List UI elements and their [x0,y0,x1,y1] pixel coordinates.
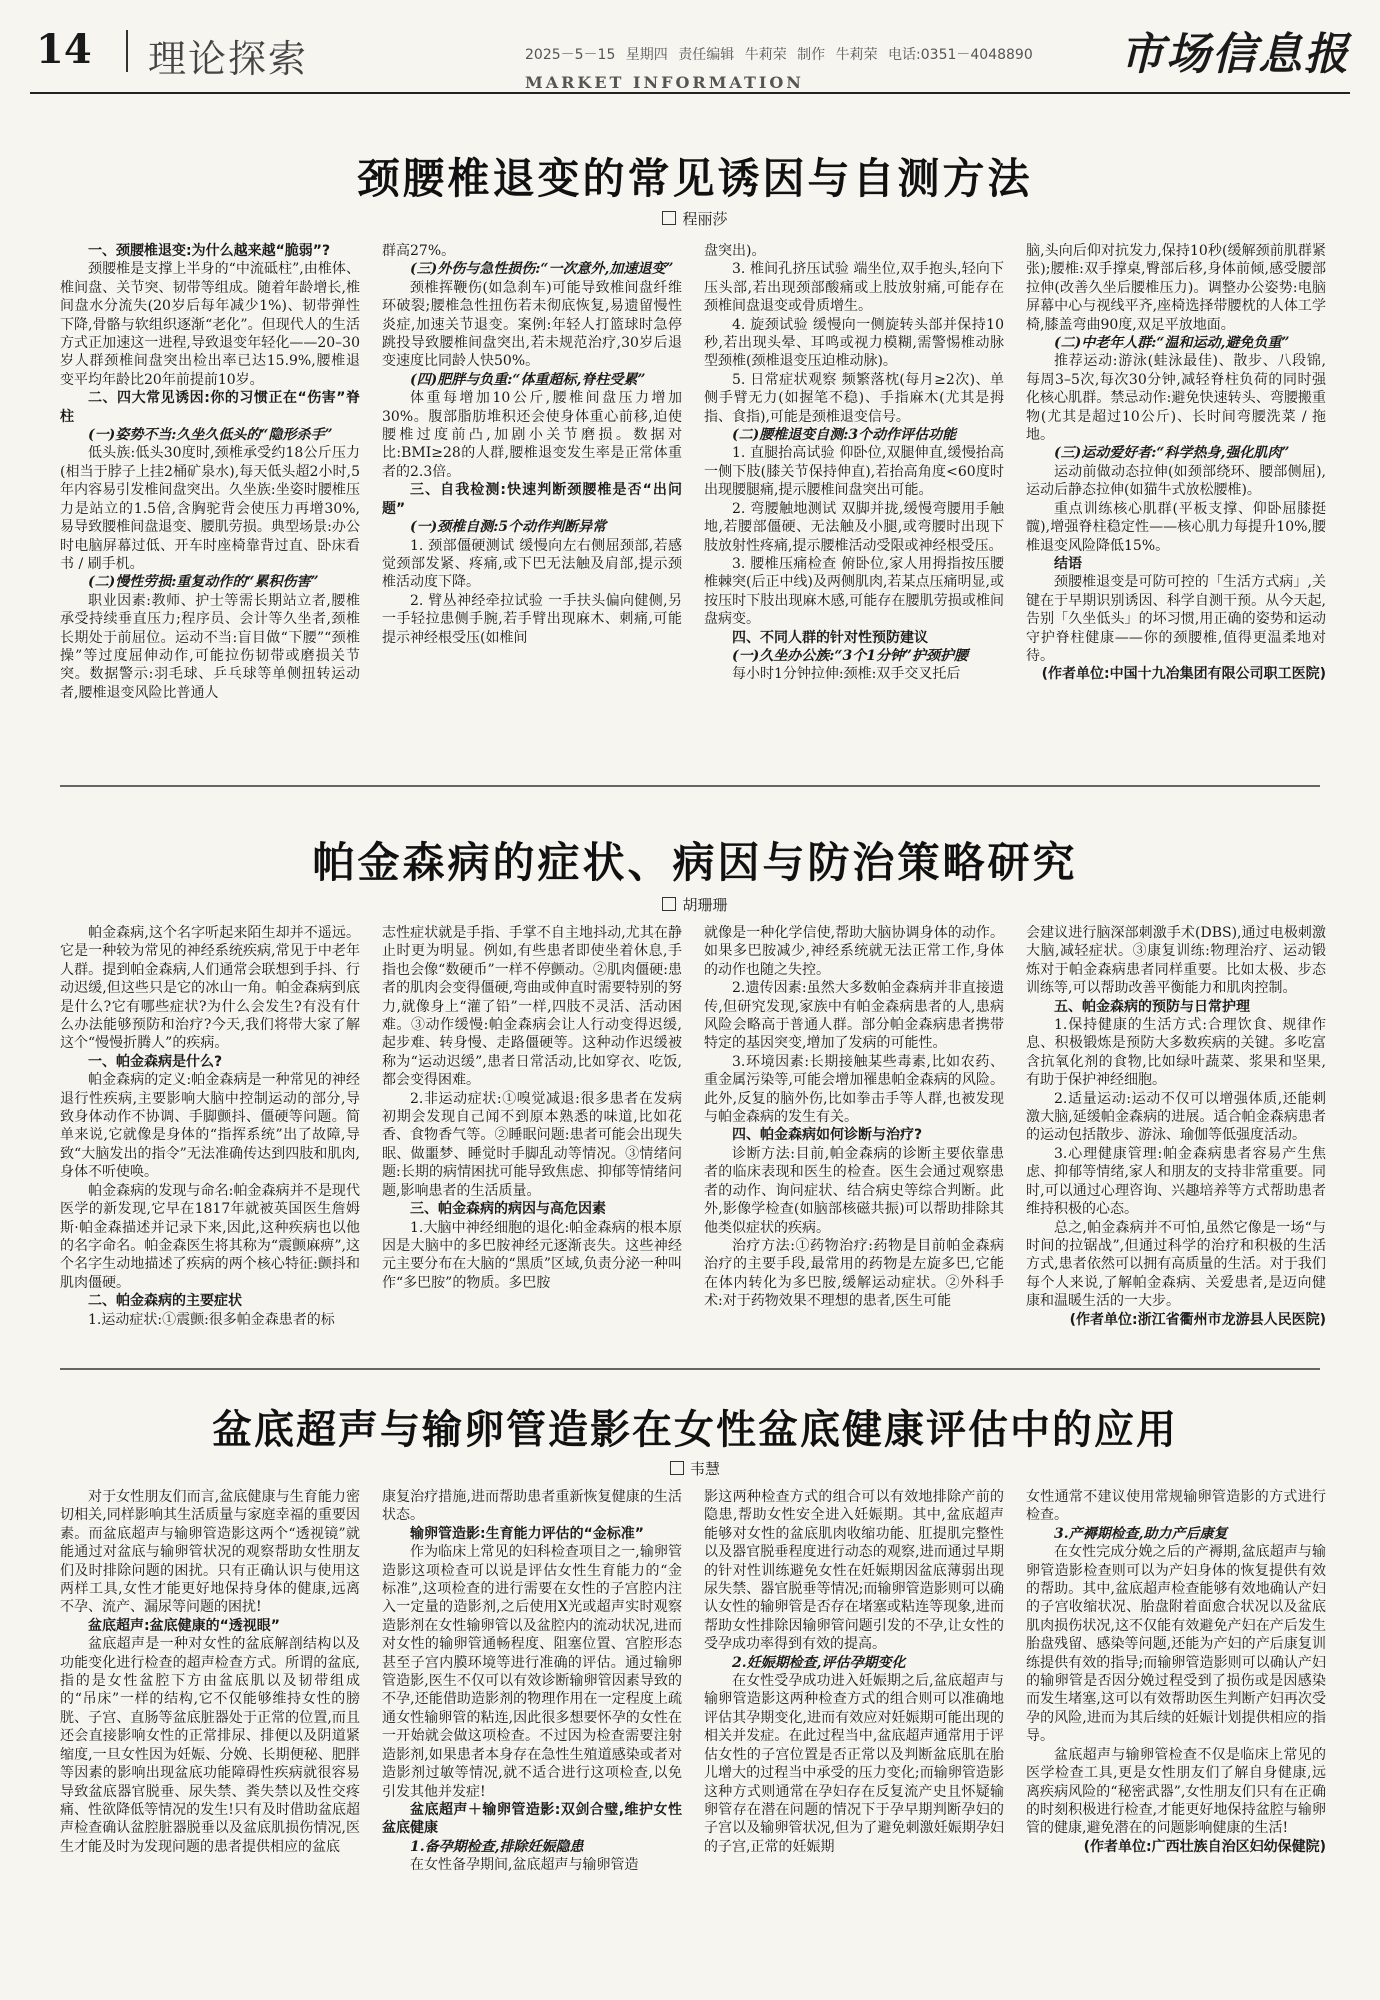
article-spine [60,132,1360,772]
subheading: 3.产褥期检查,助力产后康复 [1054,1525,1228,1542]
subheading: (四)肥胖与负重:“体重超标,脊柱受累” [410,371,646,388]
paragraph: 脑,头向后仰对抗发力,保持10秒(缓解颈前肌群紧张);腰椎:双手撑桌,臀部后移,身体前倾,感受腰部拉伸(改善久坐后腰椎压力)。调整办公姿势:电脑屏幕中心与视线平齐,座椅选择带腰枕的人体工学椅,膝盖弯曲90度,双足平放地面。 [1026,243,1326,333]
article-parkinson [60,800,1360,1355]
byline [60,1458,1330,1479]
paragraph: 3. 腰椎压痛检查 俯卧位,家人用拇指按压腰椎棘突(后正中线)及两侧肌肉,若某点压痛明显,或按压时下肢出现麻木感,可能存在腰肌劳损或椎间盘病变。 [704,555,1004,628]
article-column [704,924,1004,1344]
paragraph: 帕金森病的定义:帕金森病是一种常见的神经退行性疾病,主要影响大脑中控制运动的部分,导致身体动作不协调、手脚颤抖、僵硬等问题。简单来说,它就像是身体的“指挥系统”出了故障,导致“大脑发出的指令”无法准确传达到四肢和肌肉,身体不听使唤。 [60,1072,360,1181]
section-heading: 一、颈腰椎退变:为什么越来越“脆弱”? [88,243,331,259]
subheading: (三)运动爱好者:“科学热身,强化肌肉” [1054,445,1290,462]
paragraph: 体重每增加10公斤,腰椎间盘压力增加30%。腹部脂肪堆积还会使身体重心前移,迫使腰椎过度前凸,加剧小关节磨损。数据对比:BMI≥28的人群,腰椎退变发生率是正常体重者的2.3倍。 [382,390,682,480]
paragraph: 总之,帕金森病并不可怕,虽然它像是一场“与时间的拉锯战”,但通过科学的治疗和积极的生活方式,患者依然可以拥有高质量的生活。对于我们每个人来说,了解帕金森病、关爱患者,是迈向健康和温暖生活的一大步。 [1026,1219,1326,1310]
article-title: 帕金森病的症状、病因与防治策略研究 [312,838,1078,887]
article-column [382,1488,682,1992]
paragraph: 3.心理健康管理:帕金森病患者容易产生焦虑、抑郁等情绪,家人和朋友的支持非常重要。同时,可以通过心理咨询、兴趣培养等方式帮助患者维持积极的心态。 [1026,1145,1326,1218]
paragraph: 在女性完成分娩之后的产褥期,盆底超声与输卵管造影检查则可以为产妇身体的恢复提供有效的帮助。其中,盆底超声检查能够有效地确认产妇的子宫收缩状况、胎盘附着面愈合状况以及盆底肌肉损伤状况,这不仅能有效避免产妇在产后发生胎盘残留、感染等问题,还能为产妇的产后康复训练提供有效的指导;而输卵管造影则可以确认产妇的输卵管是否因分娩过程受到了损伤或是因感染而发生堵塞,这可以有效帮助医生判断产妇再次受孕的风险,进而为其后续的妊娠计划提供相应的指导。 [1026,1544,1326,1745]
paragraph: 2. 臂丛神经牵拉试验 一手扶头偏向健侧,另一手轻拉患侧手腕,若手臂出现麻木、刺痛,可能提示神经根受压(如椎间 [382,592,682,646]
paragraph: 2. 弯腰触地测试 双脚并拢,缓慢弯腰用手触地,若腰部僵硬、无法触及小腿,或弯腰时出现下肢放射性疼痛,提示腰椎活动受限或神经根受压。 [704,500,1004,554]
article-column [1026,242,1326,770]
section-heading: 盆底超声:盆底健康的“透视眼” [88,1617,281,1634]
section-heading: 四、不同人群的针对性预防建议 [732,629,928,646]
paragraph: 1.保持健康的生活方式:合理饮食、规律作息、积极锻炼是预防大多数疾病的关键。多吃富含抗氧化剂的食物,比如绿叶蔬菜、浆果和坚果,有助于保护神经细胞。 [1026,1017,1326,1089]
paragraph: 3.环境因素:长期接触某些毒素,比如农药、重金属污染等,可能会增加罹患帕金森病的风险。此外,反复的脑外伤,比如拳击手等人群,也被发现与帕金森病的发生有关。 [704,1053,1004,1126]
page-number: 14 [36,26,92,73]
author: 韦慧 [689,1460,720,1478]
paragraph: 盘突出)。 [704,243,766,259]
paragraph: 作为临床上常见的妇科检查项目之一,输卵管造影这项检查可以说是评估女性生育能力的“金标准”,这项检查的进行需要在女性的子宫腔内注入一定量的造影剂,之后使用X光或超声实时观察造影剂在女性输卵管以及盆腔内的流动状况,进而对女性的输卵管通畅程度、阻塞位置、宫腔形态甚至子宫内膜环境等进行准确的评估。通过输卵管造影,医生不仅可以有效诊断输卵管因素导致的不孕,还能借助造影剂的物理作用在一定程度上疏通女性输卵管的粘连,因此很多想要怀孕的女性在一开始就会做这项检查。不过因为检查需要注射造影剂,如果患者本身存在急性生殖道感染或者对造影剂过敏等情况,就不适合进行这项检查,以免引发其他并发症! [382,1544,682,1800]
article-column [704,1488,1004,1992]
article-separator [60,785,1320,787]
paragraph: 颈腰椎是支撑上半身的“中流砥柱”,由椎体、椎间盘、关节突、韧带等组成。随着年龄增长,椎间盘水分流失(20岁后每年减少1%)、韧带弹性下降,骨骼与软组织逐渐“老化”。但现代人的生活方式正加速这一进程,导致退变年轻化——20–30岁人群颈椎间盘突出检出率已达15.9%,腰椎退变平均年龄比20年前提前10岁。 [60,261,360,388]
masthead [30,18,1360,94]
paragraph: 就像是一种化学信使,帮助大脑协调身体的动作。如果多巴胺减少,神经系统就无法正常工作,身体的动作也随之失控。 [704,925,1004,978]
paragraph: 1.大脑中神经细胞的退化:帕金森病的根本原因是大脑中的多巴胺神经元逐渐丧失。这些神经元主要分布在大脑的“黑质”区域,负责分泌一种叫作“多巴胺”的物质。多巴胺 [382,1219,682,1291]
subheading: (二)中老年人群:“温和运动,避免负重” [1054,335,1290,352]
paragraph: 2.适量运动:运动不仅可以增强体质,还能刺激大脑,延缓帕金森病的进展。适合帕金森病患者的运动包括散步、游泳、瑜伽等低强度活动。 [1026,1090,1326,1144]
subheading: 2.妊娠期检查,评估孕期变化 [732,1654,906,1671]
article-column [704,242,1004,770]
article-title: 颈腰椎退变的常见诱因与自测方法 [357,154,1033,203]
paragraph: 康复治疗措施,进而帮助患者重新恢复健康的生活状态。 [382,1489,682,1524]
paragraph: 志性症状就是手指、手掌不自主地抖动,尤其在静止时更为明显。例如,有些患者即使坐着休息,手指也会像“数硬币”一样不停颤动。②肌肉僵硬:患者的肌肉会变得僵硬,弯曲或伸直时需要特别的努力,就像身上“灌了铅”一样,四肢不灵活、活动困难。③动作缓慢:帕金森病会让人行动变得迟缓,起步难、转身慢、走路僵硬等。这种动作迟缓被称为“运动迟缓”,患者日常活动,比如穿衣、吃饭,都会变得困难。 [382,925,682,1089]
section-heading: 盆底超声＋输卵管造影:双剑合璧,维护女性盆底健康 [382,1801,682,1837]
subheading: (一)久坐办公族:“3个1分钟”护颈护腰 [732,647,969,664]
subheading: (二)慢性劳损:重复动作的“累积伤害” [88,574,319,591]
subheading: 1.备孕期检查,排除妊娠隐患 [410,1838,584,1855]
section-heading: 输卵管造影:生育能力评估的“金标准” [410,1525,645,1542]
paragraph: 盆底超声是一种对女性的盆底解剖结构以及功能变化进行检查的超声检查方式。所谓的盆底,指的是女性盆腔下方由盆底肌以及韧带组成的“吊床”一样的结构,它不仅能够维持女性的膀胱、子宫、直肠等盆底脏器处于正常的位置,而且还会直接影响女性的正常排尿、排便以及阴道紧缩度,一旦女性因为妊娠、分娩、长期便秘、肥胖等因素的影响出现盆底功能障碍性疾病就很容易导致盆底器官脱垂、尿失禁、粪失禁以及性交疼痛、性欲降低等情况的发生!只有及时借助盆底超声检查确认盆腔脏器脱垂以及盆底肌损伤情况,医生才能及时为发现问题的患者提供相应的盆底 [60,1636,360,1855]
paragraph: 对于女性朋友们而言,盆底健康与生育能力密切相关,同样影响其生活质量与家庭幸福的重要因素。而盆底超声与输卵管造影这两个“透视镜”就能通过对盆底与输卵管状况的观察帮助女性朋友们及时排除问题的困扰。只有正确认识与使用这两样工具,女性才能更好地保持身体的健康,远离不孕、流产、漏尿等问题的困扰! [60,1489,360,1616]
section-heading: 二、四大常见诱因:你的习惯正在“伤害”脊柱 [60,390,360,425]
section-heading: 二、帕金森病的主要症状 [88,1293,242,1310]
paragraph: 2.非运动症状:①嗅觉减退:很多患者在发病初期会发现自己闻不到原本熟悉的味道,比如花香、食物香气等。②睡眠问题:患者可能会出现失眠、做噩梦、睡觉时手脚乱动等情况。③情绪问题:长期的病情困扰可能导致焦虑、抑郁等情绪问题,影响患者的生活质量。 [382,1090,682,1199]
byline [60,208,1330,229]
paragraph: 1. 颈部僵硬测试 缓慢向左右侧屈颈部,若感觉颈部发紧、疼痛,或下巴无法触及肩部,提示颈椎活动度下降。 [382,537,682,591]
newspaper-logo: 市场信息报 [1120,29,1350,80]
subheading: (一)姿势不当:久坐久低头的“隐形杀手” [88,427,333,444]
section-heading: 一、帕金森病是什么? [88,1053,223,1070]
article-column [382,242,682,770]
paragraph: 在女性受孕成功进入妊娠期之后,盆底超声与输卵管造影这两种检查方式的组合则可以准确地评估其孕期变化,进而有效应对妊娠期可能出现的相关并发症。在此过程当中,盆底超声通常用于评估女性的子宫位置是否正常以及判断盆底肌在胎儿增大的过程当中承受的压力变化;而输卵管造影这种方式则通常在孕妇存在反复流产史且怀疑输卵管存在潜在问题的情况下于孕早期判断孕妇的子宫以及输卵管状况,但为了避免刺激妊娠期孕妇的子宫,正常的妊娠期 [704,1673,1004,1855]
section-heading: 三、自我检测:快速判断颈腰椎是否“出问题” [382,482,682,517]
paragraph: 帕金森病,这个名字听起来陌生却并不遥远。它是一种较为常见的神经系统疾病,常见于中老年人群。提到帕金森病,人们通常会联想到手抖、行动迟缓,但这些只是它的冰山一角。帕金森病到底是什么?它有哪些症状?为什么会发生?有没有什么办法能够预防和治疗?今天,我们将带大家了解这个“慢慢折腾人”的疾病。 [60,925,360,1052]
author-affiliation: (作者单位:中国十九冶集团有限公司职工医院) [1041,666,1326,683]
paragraph: 治疗方法:①药物治疗:药物是目前帕金森病治疗的主要手段,最常用的药物是左旋多巴,它能在体内转化为多巴胺,缓解运动症状。②外科手术:对于药物效果不理想的患者,医生可能 [704,1237,1004,1310]
subheading: (二)腰椎退变自测:3个动作评估功能 [732,427,957,444]
paragraph: 会建议进行脑深部刺激手术(DBS),通过电极刺激大脑,减轻症状。③康复训练:物理治疗、运动锻炼对于帕金森病患者同样重要。比如太极、步态训练等,可以帮助改善平衡能力和肌肉控制。 [1026,925,1326,997]
paragraph: 4. 旋颈试验 缓慢向一侧旋转头部并保持10秒,若出现头晕、耳鸣或视力模糊,需警惕椎动脉型颈椎(颈椎退变压迫椎动脉)。 [704,316,1004,370]
paragraph: 3. 椎间孔挤压试验 端坐位,双手抱头,轻向下压头部,若出现颈部酸痛或上肢放射痛,可能存在颈椎间盘退变或骨质增生。 [704,261,1004,315]
paragraph: 推荐运动:游泳(蛙泳最佳)、散步、八段锦,每周3–5次,每次30分钟,减轻脊柱负荷的同时强化核心肌群。禁忌动作:避免快速转头、弯腰搬重物(尤其是超过10公斤)、长时间弯腰洗菜 / 拖地。 [1026,353,1326,444]
byline [60,894,1330,915]
section-heading: 五、帕金森病的预防与日常护理 [1054,998,1250,1015]
divider [126,30,128,72]
author-affiliation: (作者单位:广西壮族自治区妇幼保健院) [1083,1838,1326,1855]
article-title: 盆底超声与输卵管造影在女性盆底健康评估中的应用 [212,1407,1178,1453]
paragraph: 1. 直腿抬高试验 仰卧位,双腿伸直,缓慢抬高一侧下肢(膝关节保持伸直),若抬高角度<60度时出现腰腿痛,提示腰椎间盘突出可能。 [704,445,1004,499]
paragraph: 颈椎挥鞭伤(如急刹车)可能导致椎间盘纤维环破裂;腰椎急性扭伤若未彻底恢复,易遗留慢性炎症,加速关节退变。案例:年轻人打篮球时急停跳投导致腰椎间盘突出,若未规范治疗,30岁后退变速度比同龄人快50%。 [382,279,682,370]
article-column [60,924,360,1344]
article-separator [60,1368,1320,1370]
paragraph: 2.遗传因素:虽然大多数帕金森病并非直接遗传,但研究发现,家族中有帕金森病患者的人,患病风险会略高于普通人群。部分帕金森病患者携带特定的基因突变,增加了发病的可能性。 [704,980,1004,1052]
section-heading: 三、帕金森病的病因与高危因素 [410,1201,606,1218]
subheading: (一)颈椎自测:5个动作判断异常 [410,519,607,536]
english-title: MARKET INFORMATION [525,73,804,92]
author: 程丽莎 [682,210,728,228]
paragraph: 职业因素:教师、护士等需长期站立者,腰椎承受持续垂直压力;程序员、会计等久坐者,颈椎长期处于前屈位。运动不当:盲目做“下腰”“颈椎操”等过度屈伸动作,可能拉伤韧带或磨损关节突。数据警示:羽毛球、乒乓球等单侧扭转运动者,腰椎退变风险比普通人 [60,592,360,701]
paragraph: 运动前做动态拉伸(如颈部绕环、腰部侧屈),运动后静态拉伸(如猫牛式放松腰椎)。 [1026,463,1326,499]
paragraph: 诊断方法:目前,帕金森病的诊断主要依靠患者的临床表现和医生的检查。医生会通过观察患者的动作、询问症状、结合病史等综合判断。此外,影像学检查(如脑部核磁共振)可以帮助排除其他类似症状的疾病。 [704,1145,1004,1236]
author-affiliation: (作者单位:浙江省衢州市龙游县人民医院) [1069,1311,1326,1328]
header-rule [30,92,1350,94]
paragraph: 颈腰椎退变是可防可控的「生活方式病」,关键在于早期识别诱因、科学自测干预。从今天起,告别「久坐低头」的坏习惯,用正确的姿势和运动守护脊柱健康——你的颈腰椎,值得更温柔地对待。 [1026,574,1326,664]
section-title: 理论探索 [148,37,309,81]
article-column [1026,924,1326,1344]
paragraph: 重点训练核心肌群(平板支撑、仰卧屈膝挺髋),增强脊柱稳定性——核心肌力每提升10%,腰椎退变风险降低15%。 [1026,500,1326,554]
article-column [60,242,360,770]
section-heading: 四、帕金森病如何诊断与治疗? [732,1127,923,1144]
paragraph: 女性通常不建议使用常规输卵管造影的方式进行检查。 [1026,1489,1326,1524]
paragraph: 在女性备孕期间,盆底超声与输卵管造 [410,1857,639,1874]
article-column [1026,1488,1326,1992]
paragraph: 影这两种检查方式的组合可以有效地排除产前的隐患,帮助女性安全进入妊娠期。其中,盆底超声能够对女性的盆底肌肉收缩功能、肛提肌完整性以及器官脱垂程度进行动态的观察,进而通过早期的针对性训练避免女性在妊娠期因盆底薄弱出现尿失禁、器官脱垂等情况;而输卵管造影则可以确认女性的输卵管是否存在堵塞或粘连等现象,进而帮助女性排除因输卵管问题引发的不孕,让女性的受孕成功率得到有效的提高。 [704,1489,1004,1653]
paragraph: 群高27%。 [382,243,456,259]
paragraph: 每小时1分钟拉伸:颈椎:双手交叉托后 [732,666,961,683]
article-column [60,1488,360,1992]
author: 胡珊珊 [682,896,728,914]
section-heading: 结语 [1054,555,1082,572]
article-column [382,924,682,1344]
date-line: 2025－5－15 星期四 责任编辑 牛莉荣 制作 牛莉荣 电话:0351－4048890 [525,47,1033,63]
paragraph: 5. 日常症状观察 频繁落枕(每月≥2次)、单侧手臂无力(如握笔不稳)、手指麻木(尤其是拇指、食指),可能是颈椎退变信号。 [704,371,1004,425]
paragraph: 1.运动症状:①震颤:很多帕金森患者的标 [88,1311,335,1328]
paragraph: 低头族:低头30度时,颈椎承受约18公斤压力(相当于脖子上挂2桶矿泉水),每天低头超2小时,5年内容易引发椎间盘突出。久坐族:坐姿时腰椎压力是站立的1.5倍,含胸驼背会使压力再增30%,易导致腰椎间盘退变、腰肌劳损。典型场景:办公时电脑屏幕过低、开车时座椅靠背过直、卧床看书 / 刷手机。 [60,445,360,572]
subheading: (三)外伤与急性损伤:“一次意外,加速退变” [410,261,674,278]
paragraph: 盆底超声与输卵管检查不仅是临床上常见的医学检查工具,更是女性朋友们了解自身健康,远离疾病风险的“秘密武器”,女性朋友们只有在正确的时刻积极进行检查,才能更好地保持盆腔与输卵管的健康,避免潜在的问题影响健康的生活! [1026,1746,1326,1837]
paragraph: 帕金森病的发现与命名:帕金森病并不是现代医学的新发现,它早在1817年就被英国医生詹姆斯·帕金森描述并记录下来,因此,这种疾病也以他的名字命名。帕金森医生将其称为“震颤麻痹”,这个名字生动地描述了疾病的两个核心特征:颤抖和肌肉僵硬。 [60,1182,360,1291]
article-pelvic [60,1380,1360,1995]
